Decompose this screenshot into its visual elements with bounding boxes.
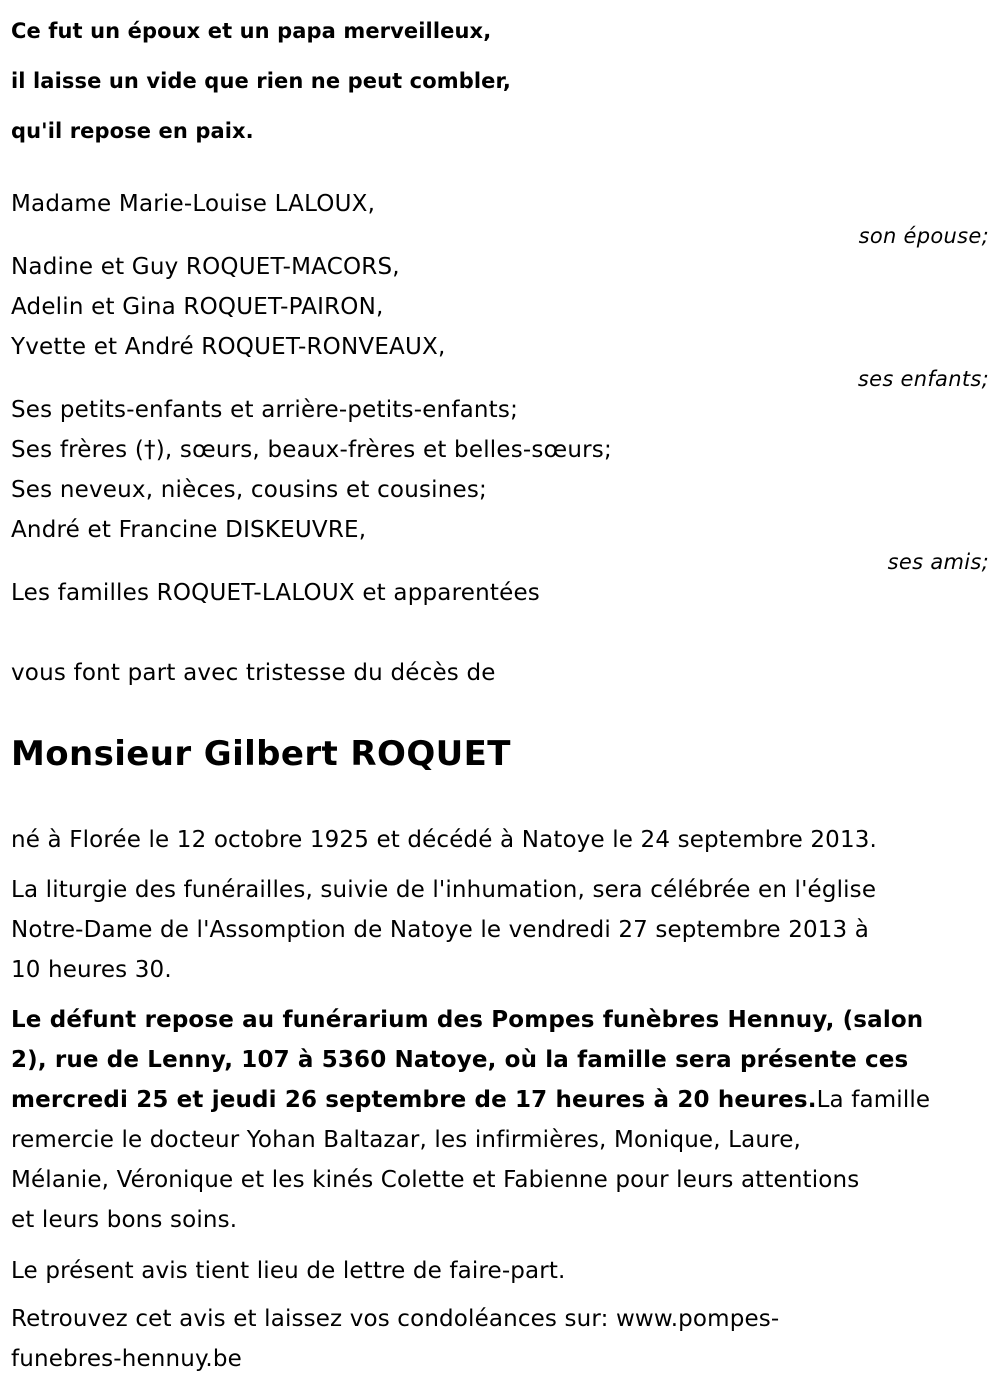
condolences-line: Retrouvez cet avis et laissez vos condoléances sur: www.pompes- bbox=[11, 1306, 780, 1332]
friends-role: ses amis; bbox=[887, 550, 989, 574]
announcement: vous font part avec tristesse du décès de bbox=[11, 660, 496, 686]
relative-line: André et Francine DISKEUVRE, bbox=[11, 517, 367, 543]
funerarium-line: mercredi 25 et jeudi 26 septembre de 17 heures à 20 heures. bbox=[11, 1087, 817, 1113]
relative-line: Ses petits-enfants et arrière-petits-enfants; bbox=[11, 397, 519, 423]
epitaph-line: qu'il repose en paix. bbox=[11, 119, 254, 143]
liturgy-line: Notre-Dame de l'Assomption de Natoye le vendredi 27 septembre 2013 à bbox=[11, 917, 870, 943]
funerarium-line: Le défunt repose au funérarium des Pompes funèbres Hennuy, (salon bbox=[11, 1007, 924, 1033]
condolences-link[interactable]: funebres-hennuy.be bbox=[11, 1346, 242, 1372]
condolences-info bbox=[11, 1299, 989, 1379]
families-line: Les familles ROQUET-LALOUX et apparentées bbox=[11, 580, 540, 606]
epitaph-line: il laisse un vide que rien ne peut combler, bbox=[11, 69, 511, 93]
thanks-line: remercie le docteur Yohan Baltazar, les infirmières, Monique, Laure, bbox=[11, 1127, 801, 1153]
birth-death-info: né à Florée le 12 octobre 1925 et décédé à Natoye le 24 septembre 2013. bbox=[11, 827, 877, 853]
family-spouse bbox=[11, 184, 989, 248]
funerarium-line: 2), rue de Lenny, 107 à 5360 Natoye, où la famille sera présente ces bbox=[11, 1047, 909, 1073]
thanks-line: et leurs bons soins. bbox=[11, 1207, 238, 1233]
thanks-start: La famille bbox=[816, 1087, 931, 1113]
deceased-name: Monsieur Gilbert ROQUET bbox=[11, 734, 511, 774]
epitaph bbox=[11, 6, 989, 156]
children-role: ses enfants; bbox=[857, 367, 989, 391]
funerarium-info bbox=[11, 1000, 989, 1240]
family-children bbox=[11, 247, 989, 391]
spouse-name: Madame Marie-Louise LALOUX, bbox=[11, 191, 376, 217]
child-name: Nadine et Guy ROQUET-MACORS, bbox=[11, 254, 400, 280]
relative-line: Ses neveux, nièces, cousins et cousines; bbox=[11, 477, 488, 503]
spouse-role: son épouse; bbox=[858, 224, 989, 248]
notice-line: Le présent avis tient lieu de lettre de faire-part. bbox=[11, 1258, 566, 1284]
liturgy-line: 10 heures 30. bbox=[11, 957, 172, 983]
family-others bbox=[11, 390, 989, 574]
child-name: Yvette et André ROQUET-RONVEAUX, bbox=[11, 334, 446, 360]
liturgy-info bbox=[11, 870, 989, 990]
liturgy-line: La liturgie des funérailles, suivie de l'inhumation, sera célébrée en l'église bbox=[11, 877, 877, 903]
child-name: Adelin et Gina ROQUET-PAIRON, bbox=[11, 294, 384, 320]
thanks-line: Mélanie, Véronique et les kinés Colette et Fabienne pour leurs attentions bbox=[11, 1167, 860, 1193]
epitaph-line: Ce fut un époux et un papa merveilleux, bbox=[11, 19, 492, 43]
relative-line: Ses frères (†), sœurs, beaux-frères et belles-sœurs; bbox=[11, 437, 612, 463]
